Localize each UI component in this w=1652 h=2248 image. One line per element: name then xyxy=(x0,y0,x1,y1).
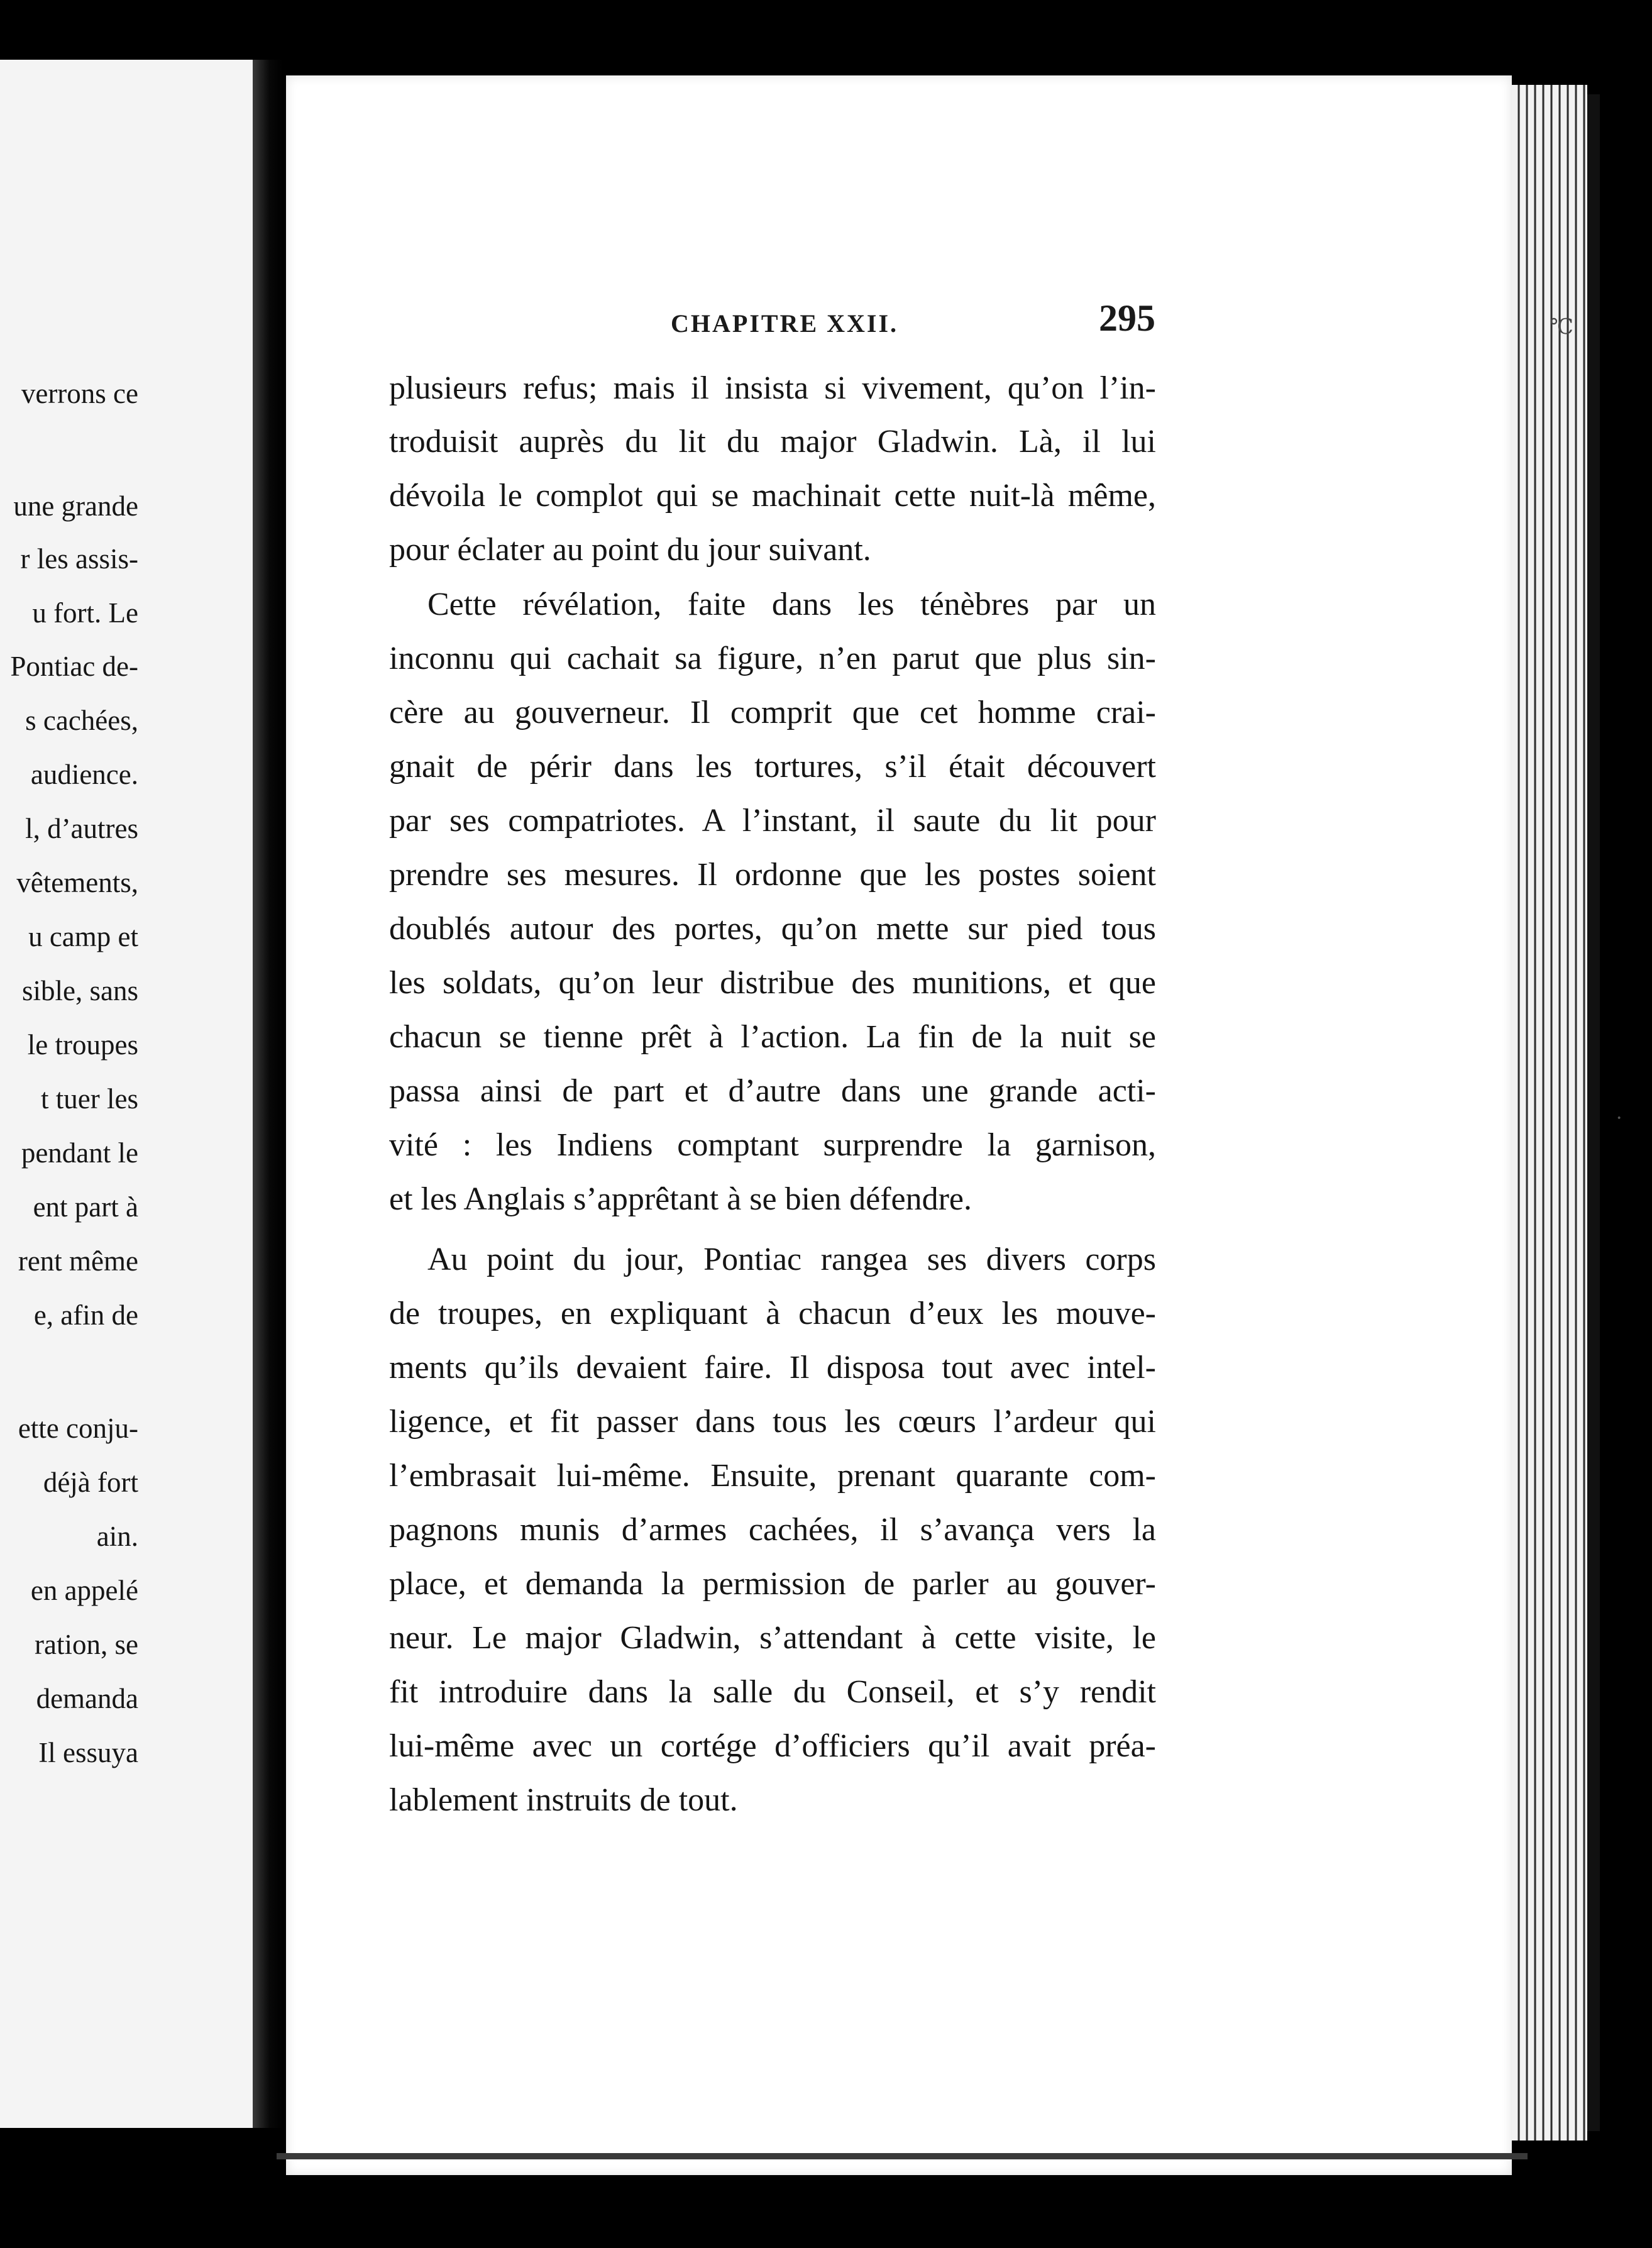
text-line: plusieurs refus; mais il insista si vivement, qu’on l’in- xyxy=(389,370,1156,406)
text-line: gnait de périr dans les tortures, s’il était découvert xyxy=(389,749,1156,785)
text-line: les soldats, qu’on leur distribue des munitions, et que xyxy=(389,965,1156,1001)
facing-page-line: s cachées, xyxy=(25,705,138,736)
text-line: pagnons munis d’armes cachées, il s’avança vers la xyxy=(389,1512,1156,1548)
facing-page xyxy=(0,60,253,2128)
running-head: CHAPITRE XXII. xyxy=(671,309,899,338)
facing-page-line: ette conju- xyxy=(18,1413,138,1444)
facing-page-line: demanda xyxy=(36,1683,138,1714)
facing-page-line: e, afin de xyxy=(33,1299,138,1331)
facing-page-line: l, d’autres xyxy=(25,813,138,844)
text-line: pour éclater au point du jour suivant. xyxy=(389,532,871,568)
text-line: neur. Le major Gladwin, s’attendant à cette visite, le xyxy=(389,1620,1156,1656)
facing-page-line: pendant le xyxy=(21,1137,138,1169)
text-line: Cette révélation, faite dans les ténèbres par un xyxy=(427,587,1156,622)
text-line: de troupes, en expliquant à chacun d’eux les mouve- xyxy=(389,1296,1156,1331)
facing-page-line: ration, se xyxy=(35,1629,138,1660)
book-bottom-edge xyxy=(277,2153,1528,2159)
facing-page-line: audience. xyxy=(30,759,138,790)
text-line: vité : les Indiens comptant surprendre la garnison, xyxy=(389,1127,1156,1163)
text-line: cère au gouverneur. Il comprit que cet homme crai- xyxy=(389,695,1156,730)
facing-page-line: verrons ce xyxy=(21,378,138,409)
text-line: prendre ses mesures. Il ordonne que les postes soient xyxy=(389,857,1156,893)
facing-page-line: r les assis- xyxy=(20,543,138,575)
text-line: l’embrasait lui-même. Ensuite, prenant quarante com- xyxy=(389,1458,1156,1494)
text-line: troduisit auprès du lit du major Gladwin. Là, il lui xyxy=(389,424,1156,460)
facing-page-line: vêtements, xyxy=(16,867,138,898)
text-line: et les Anglais s’apprêtant à se bien défendre. xyxy=(389,1181,972,1217)
text-line: chacun se tienne prêt à l’action. La fin de la nuit se xyxy=(389,1019,1156,1055)
text-line: fit introduire dans la salle du Conseil, et s’y rendit xyxy=(389,1674,1156,1710)
text-line: Au point du jour, Pontiac rangea ses divers corps xyxy=(427,1242,1156,1277)
facing-page-line: ent part à xyxy=(33,1191,138,1223)
text-line: par ses compatriotes. A l’instant, il saute du lit pour xyxy=(389,803,1156,839)
facing-page-line: t tuer les xyxy=(41,1083,138,1115)
text-line: ments qu’ils devaient faire. Il disposa tout avec intel- xyxy=(389,1350,1156,1386)
page-edges xyxy=(1512,85,1587,2141)
margin-mark: ℃ xyxy=(1550,316,1574,339)
text-line: place, et demanda la permission de parler au gouver- xyxy=(389,1566,1156,1602)
margin-speck: · xyxy=(1616,1106,1623,1130)
book-gutter xyxy=(253,60,283,2128)
text-line: passa ainsi de part et d’autre dans une grande acti- xyxy=(389,1073,1156,1109)
facing-page-line: en appelé xyxy=(30,1575,138,1606)
facing-page-line: rent même xyxy=(18,1245,138,1277)
facing-page-line: ain. xyxy=(96,1521,138,1552)
facing-page-line: le troupes xyxy=(27,1029,138,1061)
facing-page-line: une grande xyxy=(13,490,138,522)
page-edge-shadow xyxy=(1587,94,1600,2131)
text-line: dévoila le complot qui se machinait cette nuit-là même, xyxy=(389,478,1156,514)
text-line: doublés autour des portes, qu’on mette sur pied tous xyxy=(389,911,1156,947)
text-line: inconnu qui cachait sa figure, n’en parut que plus sin- xyxy=(389,641,1156,676)
page-number: 295 xyxy=(1099,297,1155,339)
facing-page-line: déjà fort xyxy=(43,1467,138,1498)
facing-page-line: sible, sans xyxy=(22,975,138,1006)
facing-page-line: u fort. Le xyxy=(32,597,138,629)
text-line: lui-même avec un cortége d’officiers qu’il avait préa- xyxy=(389,1728,1156,1764)
text-line: ligence, et fit passer dans tous les cœurs l’ardeur qui xyxy=(389,1404,1156,1440)
facing-page-line: Il essuya xyxy=(38,1737,138,1768)
facing-page-line: Pontiac de- xyxy=(10,651,138,682)
facing-page-line: u camp et xyxy=(28,921,138,952)
text-line: lablement instruits de tout. xyxy=(389,1782,738,1818)
